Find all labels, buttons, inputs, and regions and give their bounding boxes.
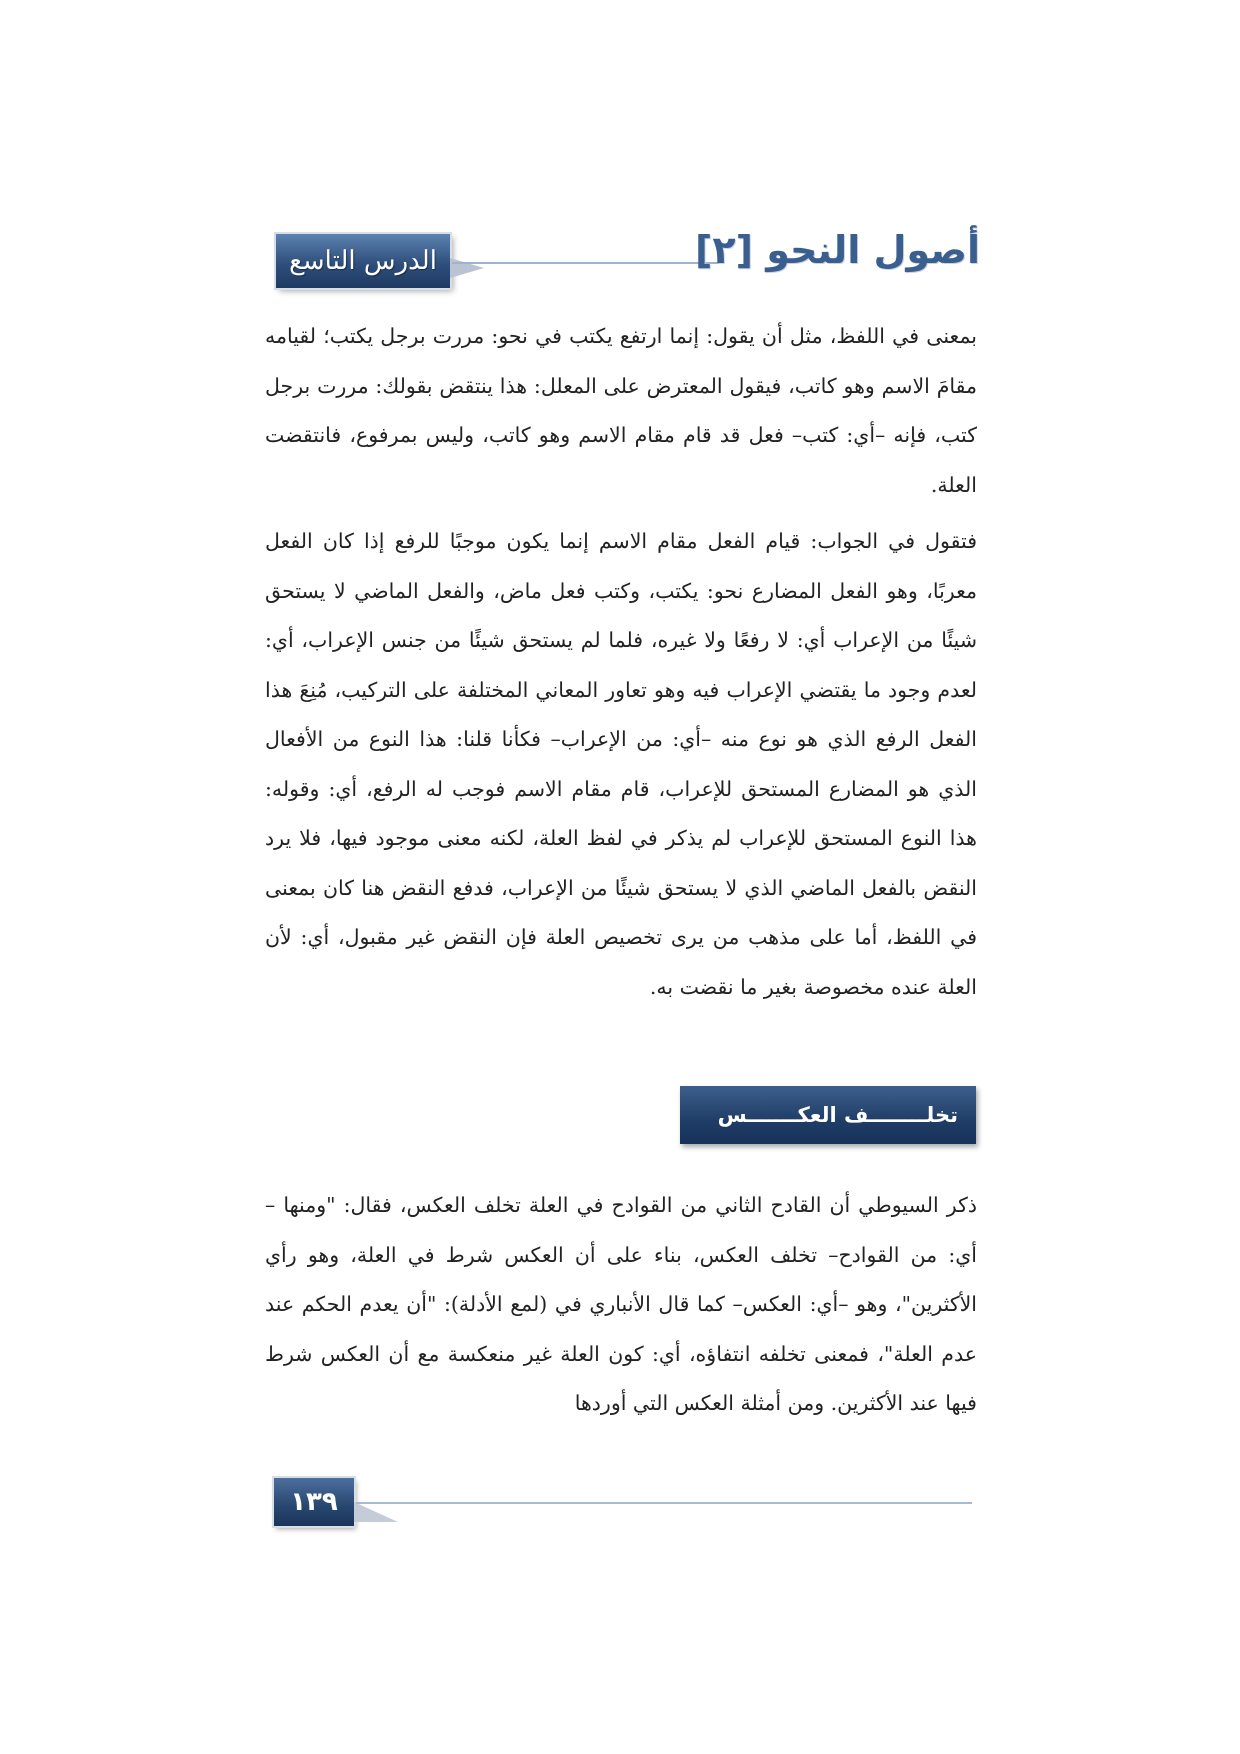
paragraph-3: [265, 1181, 977, 1429]
footer-rule: [356, 1502, 972, 1504]
footer-wedge-decoration: [354, 1502, 398, 1522]
header-rule: [452, 262, 720, 264]
page-header: [270, 228, 980, 292]
paragraph-1: [265, 312, 977, 510]
header-wedge-decoration: [450, 258, 484, 278]
page-footer: [274, 1478, 974, 1538]
page-number: ١٣٩: [274, 1478, 354, 1526]
book-title: أصول النحو [٢]: [695, 228, 980, 272]
paragraph-2: [265, 517, 977, 1012]
paragraph-text: بمعنى في اللفظ، مثل أن يقول: إنما ارتفع يكتب في نحو: مررت برجل يكتب؛ لقيامه مقامَ الاسم وهو كاتب، فيقول المعترض على المعلل: هذا ينتقض بقولك: مررت برجل كتب، فإنه –أي: كتب– فعل قد قام مقام الاسم وهو كاتب، وليس بمرفوع، فانتقضت العلة.: [265, 324, 977, 497]
section-heading: تخلــــــــف العكـــــــس: [680, 1086, 976, 1144]
paragraph-text: ذكر السيوطي أن القادح الثاني من القوادح في العلة تخلف العكس، فقال: "ومنها –أي: من القوادح– تخلف العكس، بناء على أن العكس شرط في العلة، وهو رأي الأكثرين"، وهو –أي: العكس– كما قال الأنباري في (لمع الأدلة): "أن يعدم الحكم عند عدم العلة"، فمعنى تخلفه انتفاؤه، أي: كون العلة غير منعكسة مع أن العكس شرط فيها عند الأكثرين. ومن أمثلة العكس التي أوردها: [265, 1193, 977, 1415]
paragraph-text: فتقول في الجواب: قيام الفعل مقام الاسم إنما يكون موجبًا للرفع إذا كان الفعل معربًا، وهو الفعل المضارع نحو: يكتب، وكتب فعل ماض، والفعل الماضي لا يستحق شيئًا من الإعراب أي: لا رفعًا ولا غيره، فلما لم يستحق شيئًا من جنس الإعراب، أي: لعدم وجود ما يقتضي الإعراب فيه وهو تعاور المعاني المختلفة على التركيب، مُنِعَ هذا الفعل الرفع الذي هو نوع منه –أي: من الإعراب– فكأنا قلنا: هذا النوع من الأفعال الذي هو المضارع المستحق للإعراب، قام مقام الاسم فوجب له الرفع، أي: وقوله: هذا النوع المستحق للإعراب لم يذكر في لفظ العلة، لكنه معنى موجود فيها، فلا يرد النقض بالفعل الماضي الذي لا يستحق شيئًا من الإعراب، فدفع النقض هنا كان بمعنى في اللفظ، أما على مذهب من يرى تخصيص العلة فإن النقض غير مقبول، أي: لأن العلة عنده مخصوصة بغير ما نقضت به.: [265, 529, 977, 999]
lesson-badge: الدرس التاسع: [276, 234, 450, 288]
